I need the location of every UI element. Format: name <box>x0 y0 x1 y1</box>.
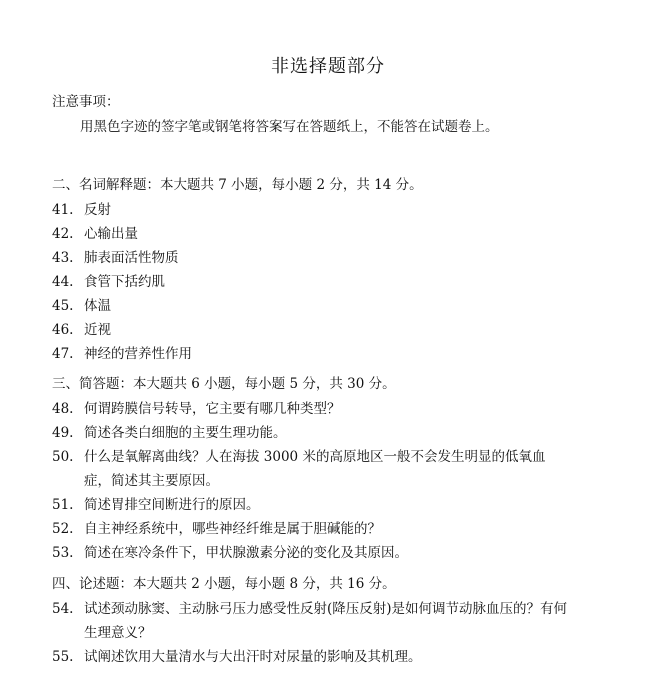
page-title: 非选择题部分 <box>271 56 385 77</box>
question-number: 45. <box>52 298 74 314</box>
question-number: 42. <box>52 226 74 242</box>
question-47 <box>52 345 192 363</box>
question-number: 49. <box>52 425 74 441</box>
question-text: 近视 <box>84 322 111 338</box>
question-46 <box>52 321 111 339</box>
question-text: 何谓跨膜信号转导，它主要有哪几种类型？ <box>84 401 341 417</box>
question-50-continuation: 症，简述其主要原因。 <box>84 473 219 489</box>
question-50 <box>52 448 545 466</box>
question-42 <box>52 225 138 243</box>
question-number: 48. <box>52 401 74 417</box>
question-52 <box>52 520 381 538</box>
notice-label: 注意事项： <box>52 94 120 110</box>
question-text: 试阐述饮用大量清水与大出汗时对尿量的影响及其机理。 <box>84 649 422 665</box>
question-text: 心输出量 <box>84 226 138 242</box>
notice-text: 用黑色字迹的签字笔或钢笔将答案写在答题纸上，不能答在试题卷上。 <box>80 119 499 135</box>
question-text: 简述各类白细胞的主要生理功能。 <box>84 425 287 441</box>
question-48 <box>52 400 341 418</box>
question-number: 55. <box>52 649 74 665</box>
question-text: 食管下括约肌 <box>84 274 165 290</box>
question-43 <box>52 249 179 267</box>
question-text: 试述颈动脉窦、主动脉弓压力感受性反射(降压反射)是如何调节动脉血压的？有何 <box>84 601 568 617</box>
question-number: 47. <box>52 346 74 362</box>
question-number: 51. <box>52 497 74 513</box>
question-number: 44. <box>52 274 74 290</box>
question-51 <box>52 496 260 514</box>
question-text: 肺表面活性物质 <box>84 250 179 266</box>
question-53 <box>52 544 408 562</box>
question-text: 自主神经系统中，哪些神经纤维是属于胆碱能的？ <box>84 521 381 537</box>
question-number: 46. <box>52 322 74 338</box>
question-54 <box>52 600 567 618</box>
question-number: 52. <box>52 521 74 537</box>
question-number: 41. <box>52 202 74 218</box>
section-heading-2: 二、名词解释题：本大题共 7 小题，每小题 2 分，共 14 分。 <box>52 177 423 193</box>
question-number: 53. <box>52 545 74 561</box>
question-number: 43. <box>52 250 74 266</box>
section-heading-3: 三、简答题：本大题共 6 小题，每小题 5 分，共 30 分。 <box>52 376 396 392</box>
question-text: 简述胃排空间断进行的原因。 <box>84 497 260 513</box>
question-text: 什么是氧解离曲线？人在海拔 3000 米的高原地区一般不会发生明显的低氧血 <box>84 449 546 465</box>
question-number: 50. <box>52 449 74 465</box>
question-number: 54. <box>52 601 74 617</box>
question-text: 体温 <box>84 298 111 314</box>
question-44 <box>52 273 165 291</box>
question-text: 反射 <box>84 202 111 218</box>
question-text: 简述在寒冷条件下，甲状腺激素分泌的变化及其原因。 <box>84 545 408 561</box>
question-41 <box>52 201 111 219</box>
section-heading-4: 四、论述题：本大题共 2 小题，每小题 8 分，共 16 分。 <box>52 576 396 592</box>
question-45 <box>52 297 111 315</box>
question-text: 神经的营养性作用 <box>84 346 192 362</box>
question-54-continuation: 生理意义？ <box>84 625 152 641</box>
question-55 <box>52 648 422 666</box>
question-49 <box>52 424 287 442</box>
